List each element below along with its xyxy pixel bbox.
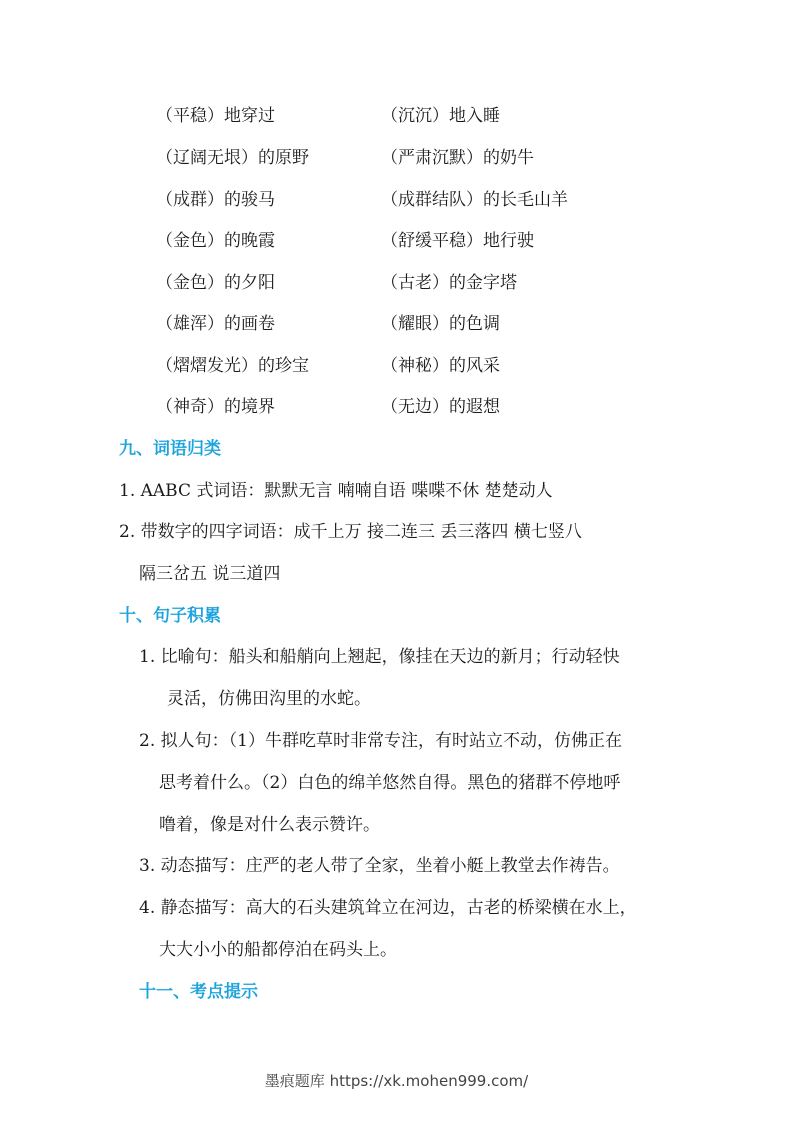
word-pair-right: （舒缓平稳）地行驶 (381, 231, 534, 251)
word-pair-right: （耀眼）的色调 (381, 314, 500, 334)
text-line: 2. 拟人句：（1）牛群吃草时非常专注，有时站立不动，仿佛正在 (139, 731, 622, 751)
word-pair-left: （成群）的骏马 (156, 190, 275, 210)
word-pair-right: （无边）的遐想 (381, 397, 500, 417)
word-pair-right: （成群结队）的长毛山羊 (381, 190, 568, 210)
text-line: 1. AABC 式词语：默默无言 喃喃自语 喋喋不休 楚楚动人 (119, 481, 553, 501)
word-pair-right: （古老）的金字塔 (381, 273, 517, 293)
section-heading-sentence-accumulation: 十、句子积累 (119, 606, 221, 626)
word-pair-left: （金色）的晚霞 (156, 231, 275, 251)
text-line: 3. 动态描写：庄严的老人带了全家，坐着小艇上教堂去作祷告。 (139, 856, 620, 876)
section-heading-exam-tips: 十一、考点提示 (139, 982, 258, 1002)
text-line: 2. 带数字的四字词语：成千上万 接二连三 丢三落四 横七竖八 (119, 522, 582, 542)
text-line: 4. 静态描写：高大的石头建筑耸立在河边，古老的桥梁横在水上， (139, 898, 637, 918)
footer-watermark: 墨痕题库 https://xk.mohen999.com/ (264, 1072, 529, 1090)
word-pair-right: （沉沉）地入睡 (381, 106, 500, 126)
word-pair-left: （熠熠发光）的珍宝 (156, 356, 309, 376)
text-line: 1. 比喻句：船头和船艄向上翘起，像挂在天边的新月；行动轻快 (139, 647, 620, 667)
word-pair-left: （神奇）的境界 (156, 397, 275, 417)
text-line: 噜着，像是对什么表示赞许。 (159, 815, 380, 835)
word-pair-left: （雄浑）的画卷 (156, 314, 275, 334)
text-line: 思考着什么。（2）白色的绵羊悠然自得。黑色的猪群不停地呼 (159, 773, 621, 793)
word-pair-left: （金色）的夕阳 (156, 273, 275, 293)
text-line: 隔三岔五 说三道四 (139, 564, 281, 584)
text-line: 大大小小的船都停泊在码头上。 (159, 940, 397, 960)
word-pair-left: （平稳）地穿过 (156, 106, 275, 126)
section-heading-word-classification: 九、词语归类 (119, 439, 221, 459)
text-line: 灵活，仿佛田沟里的水蛇。 (167, 689, 371, 709)
word-pair-right: （严肃沉默）的奶牛 (381, 148, 534, 168)
word-pair-left: （辽阔无垠）的原野 (156, 148, 309, 168)
word-pair-right: （神秘）的风采 (381, 356, 500, 376)
